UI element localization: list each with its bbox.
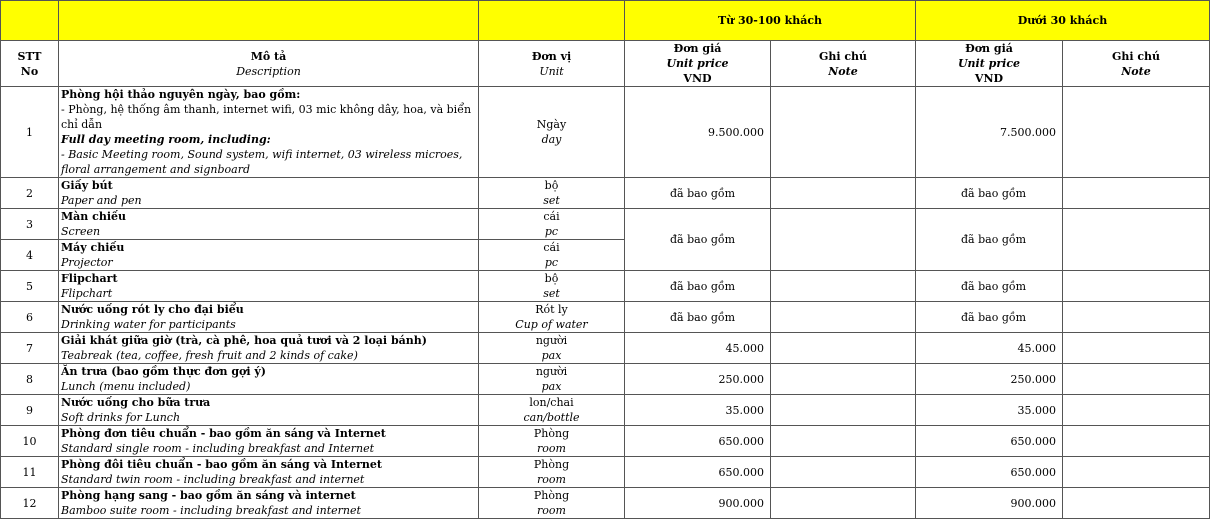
row-price-2: 45.000 <box>916 333 1063 364</box>
row-price-2: đã bao gồm <box>916 302 1063 333</box>
row-unit: người pax <box>479 364 625 395</box>
row-description: Phòng đơn tiêu chuẩn - bao gồm ăn sáng và Internet Standard single room - including breakfast and Internet <box>59 426 479 457</box>
row-note-2 <box>1063 395 1210 426</box>
row-note-2 <box>1063 178 1210 209</box>
row-price-2: 650.000 <box>916 457 1063 488</box>
row-note-1 <box>771 395 916 426</box>
row-unit: Phòng room <box>479 457 625 488</box>
row-note-1 <box>771 302 916 333</box>
row-description: Ăn trưa (bao gồm thực đơn gợi ý) Lunch (menu included) <box>59 364 479 395</box>
row-price-2: 35.000 <box>916 395 1063 426</box>
table-row <box>1 395 1210 426</box>
row-no: 3 <box>1 209 59 240</box>
row-note-2 <box>1063 271 1210 302</box>
row-no: 5 <box>1 271 59 302</box>
group-under-30: Dưới 30 khách <box>916 1 1210 41</box>
stt-header: STT No <box>1 41 59 87</box>
row-price-1: 35.000 <box>625 395 771 426</box>
row-price-1: 250.000 <box>625 364 771 395</box>
row-unit: người pax <box>479 333 625 364</box>
table-row <box>1 488 1210 519</box>
row-no: 4 <box>1 240 59 271</box>
row-note-2 <box>1063 302 1210 333</box>
blank-cell <box>1 1 59 41</box>
row-unit: Phòng room <box>479 426 625 457</box>
row-description: Phòng đôi tiêu chuẩn - bao gồm ăn sáng và Internet Standard twin room - including breakfast and internet <box>59 457 479 488</box>
row-note-2 <box>1063 87 1210 178</box>
group-header-row <box>1 1 1210 41</box>
row-no: 11 <box>1 457 59 488</box>
row-price-1: 45.000 <box>625 333 771 364</box>
row-price-1: đã bao gồm <box>625 178 771 209</box>
table-row <box>1 364 1210 395</box>
row-price-1: 650.000 <box>625 426 771 457</box>
row-no: 9 <box>1 395 59 426</box>
row-no: 2 <box>1 178 59 209</box>
row-price-2: đã bao gồm <box>916 178 1063 209</box>
row-price-1: đã bao gồm <box>625 271 771 302</box>
row-no: 12 <box>1 488 59 519</box>
table-row <box>1 271 1210 302</box>
row-description: Màn chiếu Screen <box>59 209 479 240</box>
note-header-1: Ghi chú Note <box>771 41 916 87</box>
row-unit: bộ set <box>479 178 625 209</box>
price-header-2: Đơn giá Unit price VND <box>916 41 1063 87</box>
row-price-1: đã bao gồm <box>625 209 771 271</box>
row-note-1 <box>771 426 916 457</box>
row-unit: Phòng room <box>479 488 625 519</box>
table-row <box>1 209 1210 240</box>
column-header-row <box>1 41 1210 87</box>
table-row <box>1 426 1210 457</box>
row-note-1 <box>771 364 916 395</box>
row-description: Giải khát giữa giờ (trà, cà phê, hoa quả tươi và 2 loại bánh) Teabreak (tea, coffee, fresh fruit and 2 kinds of cake) <box>59 333 479 364</box>
row-unit: cái pc <box>479 240 625 271</box>
row-description: Phòng hội thảo nguyên ngày, bao gồm: - Phòng, hệ thống âm thanh, internet wifi, 03 mic không dây, hoa, và biển chỉ dẫn Full day meeting room, including: - Basic Meeting room, Sound system, wifi internet, 03 wireless microes, floral arrangement and signboard <box>59 87 479 178</box>
row-note-1 <box>771 87 916 178</box>
row-price-2: 900.000 <box>916 488 1063 519</box>
row-price-2: 7.500.000 <box>916 87 1063 178</box>
unit-header: Đơn vị Unit <box>479 41 625 87</box>
row-price-2: đã bao gồm <box>916 209 1063 271</box>
row-note-1 <box>771 488 916 519</box>
row-description: Flipchart Flipchart <box>59 271 479 302</box>
row-note-1 <box>771 209 916 271</box>
row-no: 10 <box>1 426 59 457</box>
row-note-2 <box>1063 209 1210 271</box>
row-note-1 <box>771 457 916 488</box>
row-unit: lon/chai can/bottle <box>479 395 625 426</box>
row-description: Nước uống rót ly cho đại biểu Drinking water for participants <box>59 302 479 333</box>
row-price-1: đã bao gồm <box>625 302 771 333</box>
row-note-2 <box>1063 457 1210 488</box>
row-no: 8 <box>1 364 59 395</box>
row-unit: bộ set <box>479 271 625 302</box>
row-description: Nước uống cho bữa trưa Soft drinks for Lunch <box>59 395 479 426</box>
row-price-2: 250.000 <box>916 364 1063 395</box>
row-note-2 <box>1063 426 1210 457</box>
table-row <box>1 333 1210 364</box>
price-header-1: Đơn giá Unit price VND <box>625 41 771 87</box>
row-unit: cái pc <box>479 209 625 240</box>
row-price-1: 900.000 <box>625 488 771 519</box>
row-unit: Rót ly Cup of water <box>479 302 625 333</box>
table-row <box>1 178 1210 209</box>
row-price-1: 650.000 <box>625 457 771 488</box>
row-description: Máy chiếu Projector <box>59 240 479 271</box>
row-note-1 <box>771 271 916 302</box>
row-description: Phòng hạng sang - bao gồm ăn sáng và internet Bamboo suite room - including breakfast and internet <box>59 488 479 519</box>
table-row <box>1 457 1210 488</box>
row-price-2: 650.000 <box>916 426 1063 457</box>
row-price-2: đã bao gồm <box>916 271 1063 302</box>
row-note-2 <box>1063 488 1210 519</box>
row-note-1 <box>771 178 916 209</box>
row-note-1 <box>771 333 916 364</box>
row-price-1: 9.500.000 <box>625 87 771 178</box>
group-30-100: Từ 30-100 khách <box>625 1 916 41</box>
row-note-2 <box>1063 364 1210 395</box>
table-row <box>1 302 1210 333</box>
row-no: 7 <box>1 333 59 364</box>
blank-cell <box>59 1 479 41</box>
row-no: 1 <box>1 87 59 178</box>
description-header: Mô tả Description <box>59 41 479 87</box>
note-header-2: Ghi chú Note <box>1063 41 1210 87</box>
row-description: Giấy bút Paper and pen <box>59 178 479 209</box>
table-row <box>1 87 1210 178</box>
row-note-2 <box>1063 333 1210 364</box>
blank-cell <box>479 1 625 41</box>
row-unit: Ngày day <box>479 87 625 178</box>
row-no: 6 <box>1 302 59 333</box>
